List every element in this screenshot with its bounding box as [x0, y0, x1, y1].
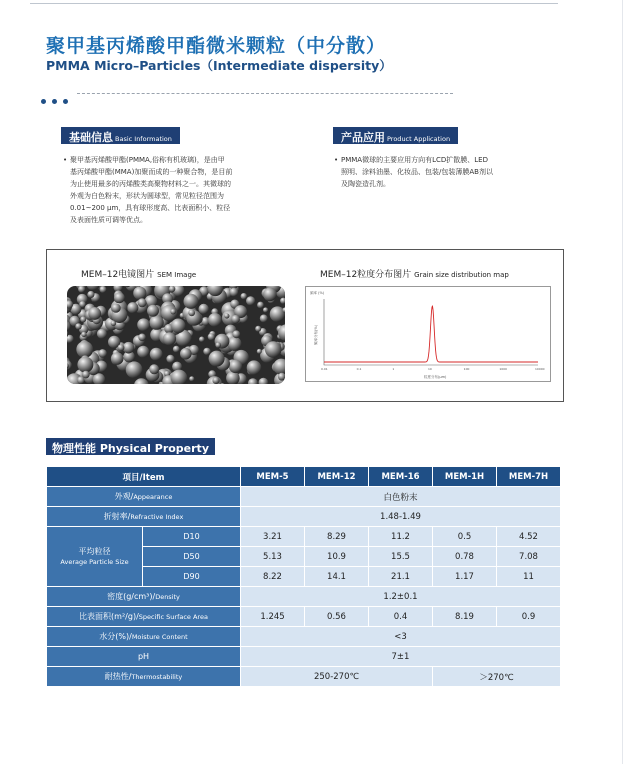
sem-particles — [67, 286, 285, 384]
d-value: 5.13 — [241, 547, 304, 566]
particle — [87, 291, 94, 298]
particle — [280, 298, 285, 304]
d-value: 0.78 — [433, 547, 496, 566]
x-tick-label: 100 — [463, 367, 470, 371]
model-header: MEM-1H — [433, 467, 496, 486]
top-divider — [30, 3, 558, 4]
particle — [184, 294, 199, 309]
label-cn: 外观/ — [114, 492, 134, 501]
particle — [246, 296, 255, 305]
d-label: D50 — [143, 547, 240, 566]
row-label-moisture — [47, 627, 240, 646]
model-header: MEM-7H — [497, 467, 560, 486]
particle — [149, 364, 159, 374]
graph-ylabel: 频率分布(%) — [314, 324, 318, 345]
d-label: D10 — [143, 527, 240, 546]
text-line: 0.01~200 μm，具有球形度高、比表面积小、粒径 — [70, 204, 231, 212]
particle — [263, 307, 268, 312]
particle — [189, 376, 194, 381]
text-line: 照明、涂料油墨、化妆品、包装/包装薄膜AB剂以 — [341, 168, 493, 176]
particle — [75, 323, 81, 329]
particle — [171, 319, 186, 334]
x-tick-label: 0.1 — [356, 367, 362, 371]
ssa-value: 0.9 — [497, 607, 560, 626]
text-line: 聚甲基丙烯酸甲酯(PMMA,俗称有机玻璃)，是由甲 — [70, 156, 225, 164]
distribution-chart — [305, 286, 551, 382]
particle — [114, 292, 125, 303]
particle — [86, 286, 100, 290]
particle — [111, 303, 120, 312]
row-label-avg-size — [47, 527, 142, 586]
x-tick-label: 10 — [428, 367, 432, 371]
images-panel — [46, 249, 564, 402]
ph-value: 7±1 — [241, 647, 560, 666]
label-cn: 平均粒径 — [78, 546, 111, 556]
application-heading-cn: 产品应用 — [341, 131, 385, 144]
label-cn: 密度(g/cm³)/ — [107, 592, 156, 601]
d-value: 11.2 — [369, 527, 432, 546]
particle — [259, 378, 269, 384]
ssa-value: 0.4 — [369, 607, 432, 626]
particle — [209, 351, 225, 367]
dot — [41, 99, 46, 104]
density-value: 1.2±0.1 — [241, 587, 560, 606]
particle — [81, 332, 86, 337]
row-label-thermo — [47, 667, 240, 686]
sem-caption — [81, 267, 196, 280]
particle — [232, 330, 240, 338]
physical-heading-text: 物理性能 Physical Property — [52, 442, 209, 455]
particle — [100, 286, 107, 293]
row-label-density — [47, 587, 240, 606]
particle — [80, 316, 86, 322]
particle — [88, 307, 101, 320]
label-en: Specific Surface Area — [138, 613, 208, 621]
graph-xlabel: 粒度分布(μm) — [424, 375, 447, 379]
application-text — [334, 154, 541, 190]
particle — [67, 335, 74, 343]
particle — [111, 352, 124, 365]
moisture-value: <3 — [241, 627, 560, 646]
d-value: 8.29 — [305, 527, 368, 546]
particle — [199, 337, 205, 343]
bullet: • — [334, 156, 339, 164]
particle — [118, 344, 125, 351]
physical-table — [46, 466, 561, 687]
dashed-divider — [77, 93, 453, 94]
label-en: Appearance — [133, 493, 173, 501]
table-row — [47, 507, 560, 526]
text-line: 为止使用最多的丙烯酸类高聚物材料之一。其微球的 — [70, 180, 231, 188]
basic-info-text — [63, 154, 270, 226]
particle — [76, 341, 93, 358]
x-tick-label: 10000 — [535, 367, 545, 371]
text-line: 外观为白色粉末，形状为圆球型，常见粒径范围为 — [70, 192, 224, 200]
particle — [231, 315, 240, 324]
particle — [263, 288, 277, 302]
particle — [163, 332, 176, 345]
text-line: 及陶瓷造孔剂。 — [341, 180, 390, 188]
particle — [97, 329, 107, 339]
ssa-value: 1.245 — [241, 607, 304, 626]
dist-caption — [320, 267, 509, 280]
label-en: Moisture Content — [131, 633, 188, 641]
ssa-value: 0.56 — [305, 607, 368, 626]
particle — [149, 315, 163, 329]
dist-caption-en: Grain size distribution map — [414, 271, 509, 279]
row-label-ssa — [47, 607, 240, 626]
particle — [230, 288, 239, 297]
bullet: • — [63, 156, 68, 164]
particle — [170, 309, 176, 315]
particle — [273, 359, 285, 375]
sem-caption-cn: MEM–12电镜图片 — [81, 270, 155, 280]
text-line: 及表面性质可调等优点。 — [70, 216, 147, 224]
page-title-en: PMMA Micro–Particles（Intermediate dispersity） — [46, 58, 392, 73]
table-row — [47, 627, 560, 646]
distribution-svg — [306, 287, 550, 381]
table-row — [47, 667, 560, 686]
basic-info-heading-en: Basic Information — [115, 135, 172, 143]
particle — [137, 346, 149, 358]
application-heading — [333, 127, 458, 144]
particle — [188, 310, 195, 317]
d-value: 0.5 — [433, 527, 496, 546]
table-row — [47, 647, 560, 666]
ssa-value: 8.19 — [433, 607, 496, 626]
table-row — [47, 487, 560, 506]
item-header: 项目/Item — [47, 467, 240, 486]
basic-info-heading — [61, 127, 180, 144]
particle — [247, 360, 262, 375]
particle — [147, 305, 159, 317]
graph-corner-label: 频率 (%) — [310, 291, 325, 295]
d-value: 3.21 — [241, 527, 304, 546]
particle — [260, 315, 268, 323]
label-en: Density — [155, 593, 180, 601]
particle — [227, 337, 241, 351]
particle — [241, 293, 247, 299]
particle — [173, 346, 180, 353]
sem-image — [67, 286, 285, 384]
distribution-curve — [324, 306, 538, 362]
x-tick-label: 1000 — [499, 367, 507, 371]
label-en: Refractive Index — [130, 513, 184, 521]
particle — [77, 357, 93, 373]
table-row — [47, 527, 560, 546]
particle — [248, 378, 258, 384]
label-en: Thermostability — [131, 673, 183, 681]
dot — [63, 99, 68, 104]
particle — [203, 348, 210, 355]
sem-caption-en: SEM Image — [157, 271, 197, 279]
dot — [52, 99, 57, 104]
graph-axes — [324, 299, 538, 365]
model-header: MEM-5 — [241, 467, 304, 486]
particle — [212, 377, 219, 384]
d-value: 15.5 — [369, 547, 432, 566]
d-value: 21.1 — [369, 567, 432, 586]
particle — [98, 349, 107, 358]
particle — [224, 313, 229, 318]
particle — [78, 286, 85, 293]
label-cn: 折射率/ — [103, 512, 131, 521]
thermo-value-b: ＞270℃ — [433, 667, 560, 686]
text-line: PMMA微球的主要应用方向有LCD扩散膜、LED — [341, 156, 488, 164]
d-value: 7.08 — [497, 547, 560, 566]
application-heading-en: Product Application — [387, 135, 451, 143]
particle — [126, 361, 143, 378]
right-edge-line — [622, 0, 623, 764]
row-label-refractive — [47, 507, 240, 526]
model-header: MEM-16 — [369, 467, 432, 486]
label-en: Average Particle Size — [60, 557, 129, 566]
particle — [166, 355, 174, 363]
particle — [171, 370, 188, 384]
d-value: 1.17 — [433, 567, 496, 586]
d-label: D90 — [143, 567, 240, 586]
table-row — [47, 587, 560, 606]
particle — [257, 302, 264, 309]
particle — [199, 304, 209, 314]
particle — [208, 313, 222, 327]
particle — [82, 371, 90, 379]
particle — [138, 298, 147, 307]
d-value: 14.1 — [305, 567, 368, 586]
label-cn: 比表面积(m²/g)/ — [79, 612, 139, 621]
dist-caption-cn: MEM–12粒度分布图片 — [320, 270, 412, 280]
physical-heading — [46, 438, 215, 455]
thermo-value-a: 250-270℃ — [241, 667, 432, 686]
particle — [134, 378, 149, 384]
page-title-cn: 聚甲基丙烯酸甲酯微米颗粒（中分散） — [46, 35, 387, 57]
appearance-value: 白色粉末 — [241, 487, 560, 506]
particle — [123, 342, 135, 354]
particle — [208, 333, 215, 340]
text-line: 基丙烯酸甲酯(MMA)加聚而成的一种聚合物，是目前 — [70, 168, 233, 176]
d-value: 8.22 — [241, 567, 304, 586]
model-header: MEM-12 — [305, 467, 368, 486]
row-label-ph: pH — [47, 647, 240, 666]
particle — [169, 286, 175, 292]
particle — [270, 306, 285, 322]
table-row — [47, 607, 560, 626]
particle — [229, 360, 242, 373]
x-tick-label: 0.01 — [321, 367, 328, 371]
refractive-value: 1.48-1.49 — [241, 507, 560, 526]
label-cn: 耐热性/ — [104, 672, 132, 681]
basic-info-heading-cn: 基础信息 — [69, 131, 113, 144]
d-value: 10.9 — [305, 547, 368, 566]
decor-dots — [41, 89, 74, 108]
particle — [265, 341, 282, 358]
particle — [133, 287, 146, 300]
particle — [138, 334, 146, 342]
particle — [180, 348, 192, 360]
x-tick-label: 1 — [392, 367, 395, 371]
particle — [215, 342, 221, 348]
d-value: 4.52 — [497, 527, 560, 546]
particle — [255, 326, 261, 332]
label-cn: 水分(%)/ — [99, 632, 132, 641]
particle — [150, 348, 163, 361]
table-header-row — [47, 467, 560, 486]
particle — [257, 349, 262, 354]
row-label-appearance — [47, 487, 240, 506]
particle — [137, 318, 150, 331]
particle — [127, 302, 138, 313]
d-value: 11 — [497, 567, 560, 586]
